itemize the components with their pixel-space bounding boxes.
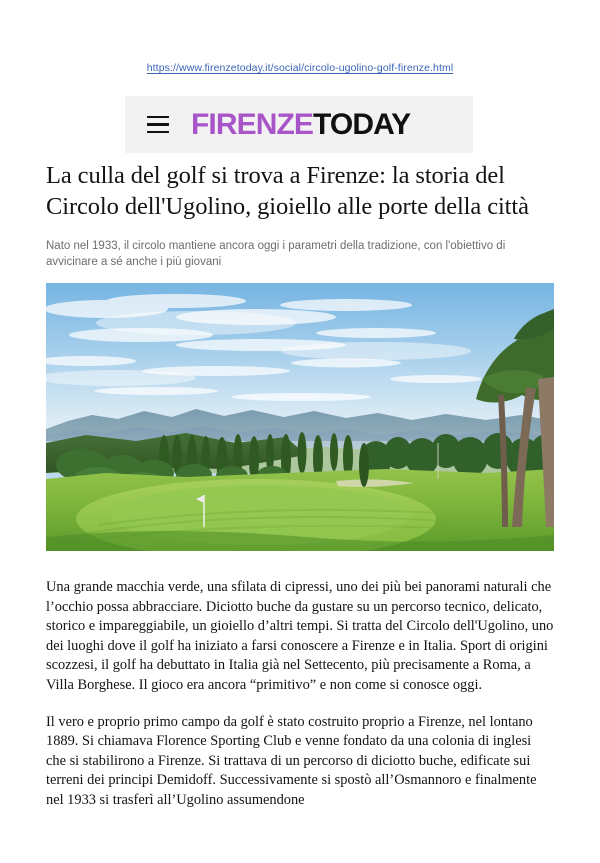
article-paragraph: Una grande macchia verde, una sfilata di cipressi, uno dei più bei panorami naturali che l’occhio possa abbracciare. Diciotto buche da gustare su un percorso tecnico, delicato, storico e impareggiabile, un gioiello d’altri tempi. Si tratta del Circolo dell'Ugolino, uno dei luoghi dove il golf ha iniziato a farsi conoscere a Firenze e in Italia. Sport di origini scozzesi, il golf ha debuttato in Italia già nel Settecento, più precisamente a Roma, a Villa Borghese. Il gioco era ancora “primitivo” e non come si conosce oggi. (46, 579, 554, 693)
hero-photo-illustration (46, 283, 554, 551)
site-header (125, 96, 473, 153)
article-standfirst: Nato nel 1933, il circolo mantiene ancora oggi i parametri della tradizione, con l'obiettivo di avvicinare a sé anche i più giovani (46, 240, 506, 268)
site-logo[interactable] (191, 107, 411, 141)
source-url-link[interactable]: https://www.firenzetoday.it/social/circolo-ugolino-golf-firenze.html (146, 62, 454, 74)
hero-photo-golf-course (46, 283, 554, 551)
site-logo-today: TODAY (313, 107, 411, 141)
hamburger-bar-3 (147, 131, 169, 134)
article-container (46, 160, 554, 811)
source-url-bar (0, 62, 600, 74)
hamburger-bar-1 (147, 116, 169, 119)
hamburger-bar-2 (147, 123, 169, 126)
article-paragraph: Il vero e proprio primo campo da golf è stato costruito proprio a Firenze, nel lontano 1889. Si chiamava Florence Sporting Club e venne fondato da una colonia di inglesi che si stabilirono a Firenze. Si trattava di un percorso di diciotto buche, edificate sui terreni dei principi Demidoff. Successivamente si spostò all’Osmannoro e finalmente nel 1933 si trasferì all’Ugolino assumendone (46, 713, 537, 808)
page-title: La culla del golf si trova a Firenze: la storia del Circolo dell'Ugolino, gioiello alle porte della città (46, 162, 529, 220)
site-logo-firenze: FIRENZE (191, 107, 314, 141)
hamburger-menu-icon[interactable] (147, 116, 169, 134)
article-body (46, 578, 554, 811)
